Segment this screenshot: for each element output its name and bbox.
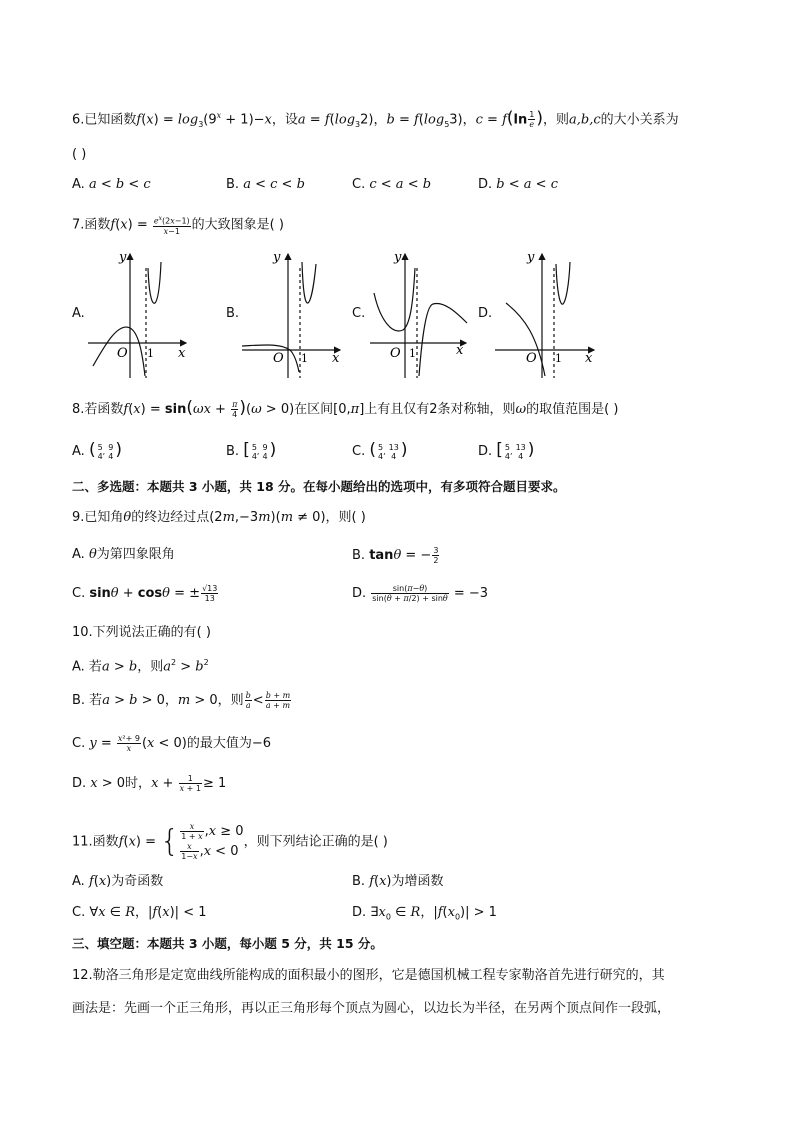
q12-line2: 画法是：先画一个正三角形，再以正三角形每个顶点为圆心，以边长为半径，在另两个顶点间作一段弧， — [72, 1001, 671, 1016]
q9-stem: 9.已知角θ的终边经过点(2m,−3m)(m ≠ 0)，则( ) — [72, 510, 366, 525]
graph-d-one: 1 — [555, 352, 562, 365]
q9-option-d[interactable]: D. $\frac{\sin(\pi-\theta)}{\sin(\theta + \pi/2) + \sin\theta}$ = −3 — [352, 584, 489, 603]
q9-option-c[interactable]: C. sinθ + cosθ = ± $\frac{√13}{13}$ — [72, 584, 218, 603]
q10-option-b[interactable]: B. 若a > b > 0，m > 0，则 $\frac{b}{a}$ < $\frac{b + m}{a + m}$ — [72, 691, 291, 710]
graph-d-origin: O — [526, 351, 537, 366]
graph-b — [242, 254, 340, 378]
q10-option-c[interactable]: C. y = $\frac{\text{x²+ 9}}{x}$ (x < 0)的最大值为−6 — [72, 734, 272, 753]
q11-option-b[interactable]: B. f(x)为增函数 — [352, 874, 444, 889]
graph-d-x: x — [585, 351, 593, 366]
q6-option-c[interactable]: C. c < a < b — [352, 177, 432, 192]
q8-option-c[interactable]: C. ( 5 4 , 13 4 ) — [352, 440, 408, 461]
graph-a — [88, 254, 186, 378]
q6-option-d[interactable]: D. b < a < c — [478, 177, 558, 192]
q6-stem: 6.已知函数$f(x) = \log_3(9^x + 1)-x$，设$a = f(\log_32)$，$b = f(\log_53)$，c = f(ln $\frac{1}{e}$ )，则a,b,c的大小关系为 — [72, 108, 679, 130]
graph-d-y: y — [527, 250, 535, 265]
q11-option-c[interactable]: C. ∀x ∈ R，|f(x)| < 1 — [72, 905, 207, 920]
q11-stem: 11.函数f(x) = { $\frac{x}{1 + x}$ ,x ≥ 0 $\frac{x}{1-x}$ ,x < 0 ，则下列结论正确的是( ) — [72, 822, 388, 861]
q7-stem: 7.函数f(x) = $\frac{e^x(2x-1)}{x-1}$ 的大致图象是( ) — [72, 215, 284, 236]
q7-graph-d-label[interactable]: D. — [478, 306, 493, 321]
q9-option-a[interactable]: A. θ为第四象限角 — [72, 547, 175, 562]
graph-b-x: x — [332, 351, 340, 366]
graph-b-one: 1 — [301, 352, 308, 365]
graph-c-one: 1 — [409, 347, 416, 360]
q8-option-d[interactable]: D. [ 5 4 , 13 4 ) — [478, 440, 535, 461]
q10-stem: 10.下列说法正确的有( ) — [72, 625, 211, 640]
q6-paren: ( ) — [72, 147, 87, 162]
graph-a-x: x — [178, 346, 186, 361]
graph-c-origin: O — [390, 346, 401, 361]
graph-c — [370, 254, 467, 378]
graph-c-x: x — [456, 343, 464, 358]
section-fill-in: 三、填空题：本题共 3 小题，每小题 5 分，共 15 分。 — [72, 936, 383, 951]
graph-b-origin: O — [273, 351, 284, 366]
q7-graph-a-label[interactable]: A. — [72, 306, 85, 321]
q10-option-d[interactable]: D. x > 0时，x + $\frac{1}{x + 1}$ ≥ 1 — [72, 774, 227, 793]
q6-option-a[interactable]: A. a < b < c — [72, 177, 151, 192]
graph-c-y: y — [394, 250, 402, 265]
q7-graph-b-label[interactable]: B. — [226, 306, 240, 321]
q8-option-a[interactable]: A. ( 5 4 , 9 4 ) — [72, 440, 122, 461]
q8-stem: 8.若函数f(x) = sin(ωx + $\frac{\pi}{4}$ )(ω > 0)在区间[0,π]上有且仅有2条对称轴，则ω的取值范围是( ) — [72, 398, 619, 419]
graph-a-one: 1 — [147, 347, 154, 360]
q6-option-b[interactable]: B. a < c < b — [226, 177, 305, 192]
q12-line1: 12.勒洛三角形是定宽曲线所能构成的面积最小的图形，它是德国机械工程专家勒洛首先进行研究的，其 — [72, 968, 665, 983]
q11-option-a[interactable]: A. f(x)为奇函数 — [72, 874, 164, 889]
graph-d — [495, 254, 594, 378]
graph-b-y: y — [273, 250, 281, 265]
graph-a-y: y — [119, 250, 127, 265]
q8-option-b[interactable]: B. [ 5 4 , 9 4 ) — [226, 440, 277, 461]
q10-option-a[interactable]: A. 若a > b，则$a^2 > b^2$ — [72, 658, 209, 675]
q11-option-d[interactable]: D. $\exists x_0$ ∈ R，$|f(x_0)| > 1$ — [352, 905, 497, 922]
section-multiple-choice: 二、多选题：本题共 3 小题，共 18 分。在每小题给出的选项中，有多项符合题目要求。 — [72, 479, 566, 494]
q9-option-b[interactable]: B. tanθ = − $\frac{3}{2}$ — [352, 546, 439, 565]
q7-graph-c-label[interactable]: C. — [352, 306, 366, 321]
graph-a-origin: O — [117, 346, 128, 361]
